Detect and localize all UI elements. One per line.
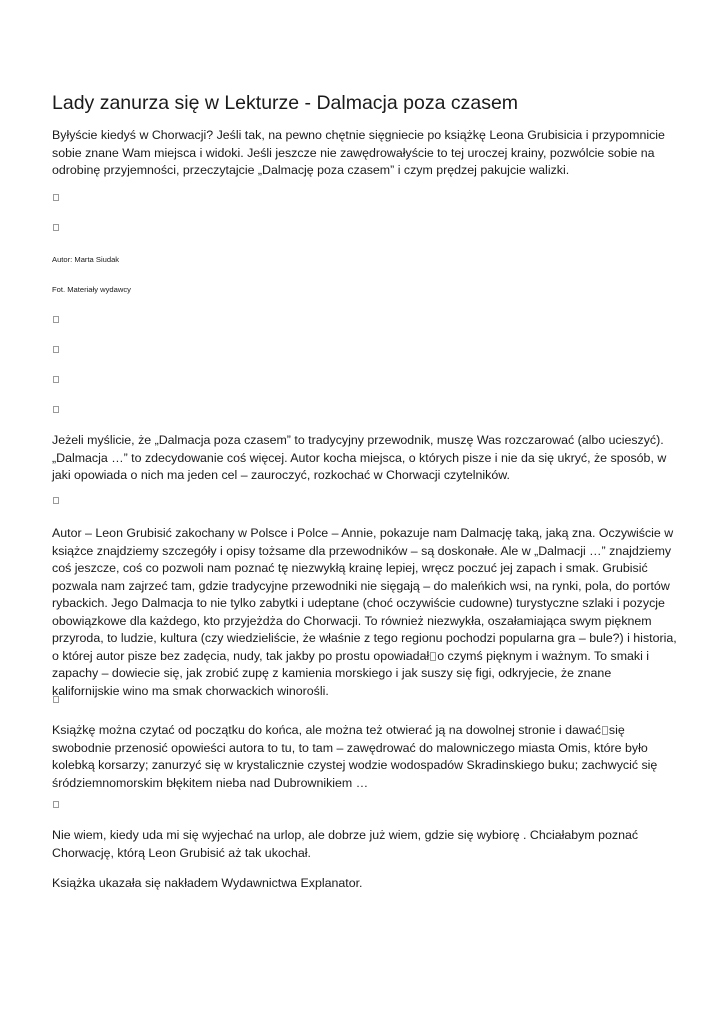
missing-image-placeholder bbox=[53, 801, 59, 808]
paragraph-4: Nie wiem, kiedy uda mi się wyjechać na urlop, ale dobrze już wiem, gdzie się wybiorę . Chciałabym poznać Chorwację, którą Leon Grubisić aż tak ukochał. bbox=[52, 828, 639, 860]
missing-image-placeholder bbox=[53, 316, 59, 323]
paragraph-3-text-b: się swobodnie przenosić opowieści autora to tu, to tam – zawędrować do malowniczego miasta Omis, które było kolebką korsarzy; zanurzyć się w krystalicznie czystej wodzie wodospadów Skradinskiego buku; zachwycić się śródziemnomorskim błękitem nieba nad Dubrownikiem … bbox=[52, 723, 658, 790]
missing-image-placeholder bbox=[53, 696, 59, 703]
missing-image-placeholder bbox=[53, 224, 59, 231]
intro-paragraph: Byłyście kiedyś w Chorwacji? Jeśli tak, na pewno chętnie sięgniecie po książkę Leona Grubisicia i przypomnicie sobie znane Wam miejsca i widoki. Jeśli jeszcze nie zawędrowałyście to tej uroczej krainy, pozwólcie sobie na odrobinę przyjemności, przeczytajcie „Dalmację poza czasem” i czym prędzej pakujcie walizki. bbox=[52, 128, 665, 177]
paragraph-2-text-a: Autor – Leon Grubisić zakochany w Polsce i Polce – Annie, pokazuje nam Dalmację taką, jaką zna. Oczywiście w książce znajdziemy szczegóły i opisy tożsame dla przewodników – są doskonałe. Ale w „Dalmacji …” znajdziemy coś jeszcze, coś co pozwoli nam poznać tę niezwykłą krainę lepiej, wręcz poczuć jej zapach i smak. Grubisić pozwala nam zajrzeć tam, gdzie tradycyjne przewodniki nie sięgają – do maleńkich wsi, na rynki, pola, do portów rybackich. Jego Dalmacja to nie tylko zabytki i udeptane (choć oczywiście cudowne) turystyczne szlaki i pozycje obowiązkowe dla każdego, kto przyjeżdża do Chorwacji. To również niezwykła, oszałamiająca swym pięknem przyroda, to ludzie, kultura (czy wiedzieliście, że właśnie z tego regionu pochodzi popularna gra – bule?) i historia, o której autor pisze bez zadęcia, nudy, tak jakby po prostu opowiadał bbox=[52, 526, 677, 663]
photo-credit: Fot. Materiały wydawcy bbox=[52, 285, 131, 294]
missing-image-placeholder bbox=[53, 194, 59, 201]
missing-image-placeholder bbox=[53, 497, 59, 504]
missing-glyph-icon bbox=[602, 726, 608, 735]
missing-glyph-icon bbox=[430, 652, 436, 661]
author-credit: Autor: Marta Siudak bbox=[52, 255, 120, 264]
missing-image-placeholder bbox=[53, 376, 59, 383]
missing-image-placeholder bbox=[53, 346, 59, 353]
paragraph-1: Jeżeli myślicie, że „Dalmacja poza czasem” to tradycyjny przewodnik, muszę Was rozczarować (albo ucieszyć). „Dalmacja …” to zdecydowanie coś więcej. Autor kocha miejsca, o których pisze i nie da się ukryć, że sposób, w jaki opowiada o nich ma jeden cel – zauroczyć, rozkochać w Chorwacji czytelników. bbox=[52, 433, 667, 482]
paragraph-2 bbox=[52, 525, 682, 700]
paragraph-2-text-b: o czymś pięknym i ważnym. To smaki i zapachy – dowiecie się, jak zrobić zupę z kamienia morskiego i jak suszy się figi, odkryjecie, że znane kalifornijskie wino ma smak chorwackich winorośli. bbox=[52, 648, 650, 698]
article-title: Lady zanurza się w Lekturze - Dalmacja poza czasem bbox=[52, 92, 519, 114]
paragraph-5: Książka ukazała się nakładem Wydawnictwa Explanator. bbox=[52, 876, 363, 890]
paragraph-3 bbox=[52, 722, 682, 792]
missing-image-placeholder bbox=[53, 406, 59, 413]
paragraph-3-text-a: Książkę można czytać od początku do końca, ale można też otwierać ją na dowolnej stronie i dawać bbox=[52, 723, 601, 737]
